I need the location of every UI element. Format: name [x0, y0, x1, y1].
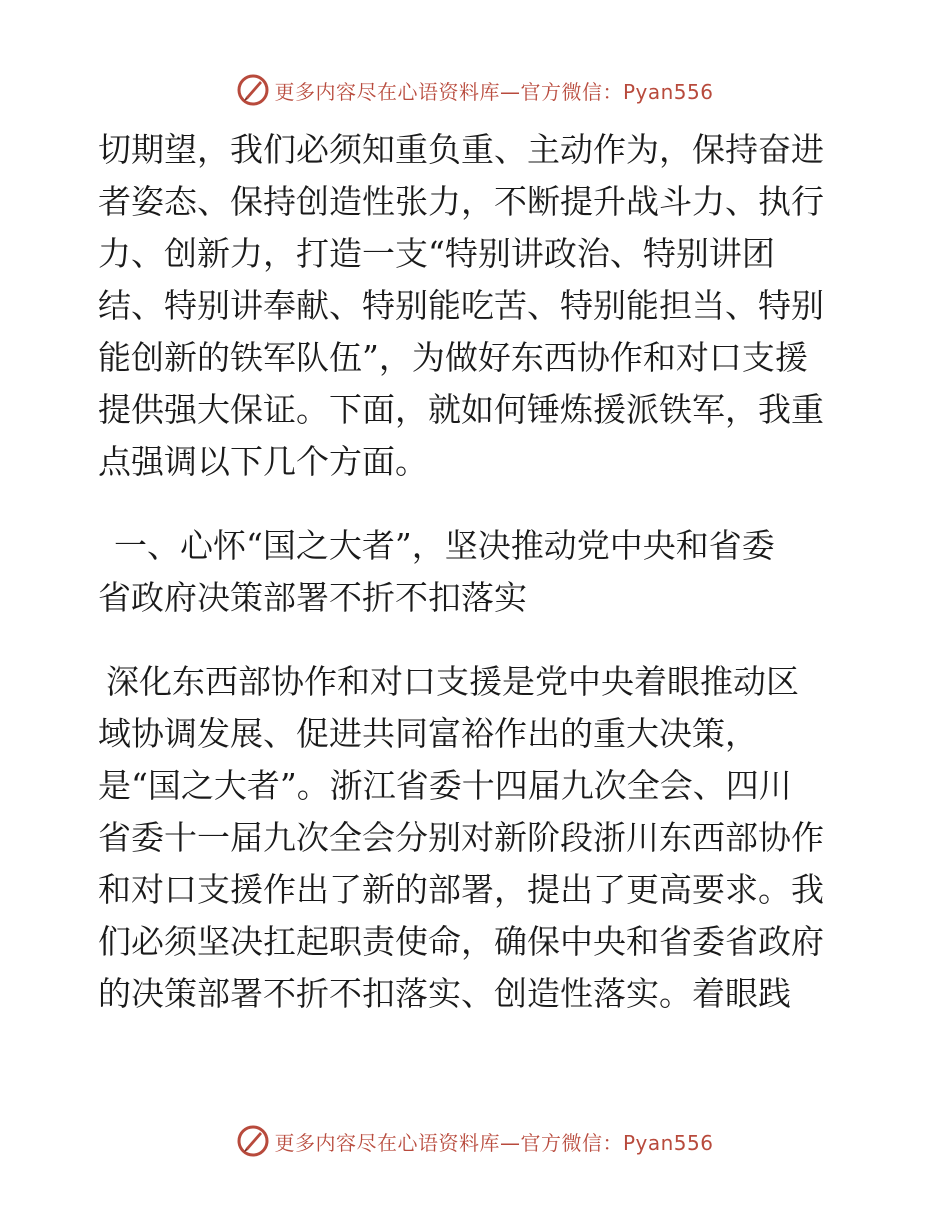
- header-watermark: [0, 70, 950, 110]
- document-body: [98, 124, 850, 1020]
- section-heading: 一、心怀“国之大者”，坚决推动党中央和省委: [114, 526, 775, 565]
- paragraph-line: 点强调以下几个方面。: [98, 442, 428, 481]
- quill-pen-icon: [236, 1124, 270, 1158]
- footer-watermark: [0, 1121, 950, 1161]
- paragraph-line: 力、创新力，打造一支“特别讲政治、特别讲团: [98, 234, 775, 273]
- watermark-text: 更多内容尽在心语资料库—官方微信：Pyan556: [274, 1130, 714, 1155]
- paragraph-line: 深化东西部协作和对口支援是党中央着眼推动区: [106, 662, 799, 701]
- paragraph-line: 切期望，我们必须知重负重、主动作为，保持奋进: [98, 130, 824, 169]
- paragraph-line: 者姿态、保持创造性张力，不断提升战斗力、执行: [98, 182, 824, 221]
- paragraph-line: 的决策部署不折不扣落实、创造性落实。着眼践: [98, 974, 791, 1013]
- paragraph-line: 域协调发展、促进共同富裕作出的重大决策，: [98, 714, 758, 753]
- paragraph-line: 们必须坚决扛起职责使命，确保中央和省委省政府: [98, 922, 824, 961]
- paragraph-line: 省委十一届九次全会分别对新阶段浙川东西部协作: [98, 818, 824, 857]
- paragraph-line: 提供强大保证。下面，就如何锤炼援派铁军，我重: [98, 390, 824, 429]
- quill-pen-icon: [236, 73, 270, 107]
- watermark-text: 更多内容尽在心语资料库—官方微信：Pyan556: [274, 79, 714, 104]
- section-heading: 省政府决策部署不折不扣落实: [98, 578, 527, 617]
- paragraph-line: 能创新的铁军队伍”，为做好东西协作和对口支援: [98, 338, 808, 377]
- paragraph-line: 和对口支援作出了新的部署，提出了更高要求。我: [98, 870, 824, 909]
- paragraph-line: 结、特别讲奉献、特别能吃苦、特别能担当、特别: [98, 286, 824, 325]
- paragraph-line: 是“国之大者”。浙江省委十四届九次全会、四川: [98, 766, 792, 805]
